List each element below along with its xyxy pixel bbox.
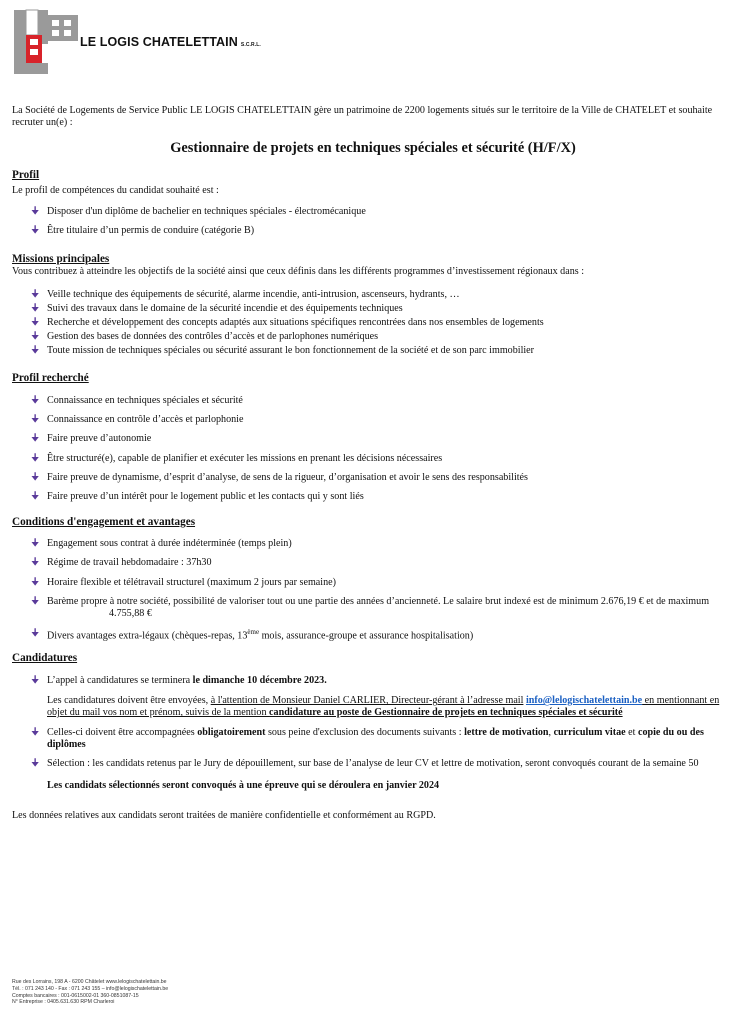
company-name bbox=[80, 35, 261, 49]
rgpd-notice: Les données relatives aux candidats seront traitées de manière confidentielle et conformément au RGPD. bbox=[12, 809, 436, 821]
logo-icon bbox=[12, 8, 80, 76]
job-title: Gestionnaire de projets en techniques spéciales et sécurité (H/F/X) bbox=[170, 139, 576, 156]
section-heading-conditions: Conditions d'engagement et avantages bbox=[12, 515, 196, 528]
list-item: 🠋 Faire preuve d’autonomie bbox=[31, 433, 152, 445]
list-item: 🠋 Suivi des travaux dans le domaine de la sécurité incendie et des équipements techniques bbox=[31, 303, 403, 315]
list-item: 🠋 Disposer d'un diplôme de bachelier en techniques spéciales - électromécanique bbox=[31, 205, 366, 217]
arrow-bullet-icon: 🠋 bbox=[31, 344, 40, 356]
section-heading-missions: Missions principales bbox=[12, 252, 110, 265]
arrow-bullet-icon: 🠋 bbox=[31, 316, 40, 328]
section-heading-profil-recherche: Profil recherché bbox=[12, 372, 89, 385]
arrow-bullet-icon: 🠋 bbox=[31, 557, 40, 569]
conditions-list bbox=[12, 538, 734, 642]
footer-contact: Tél. : 071 243 140 - Fax : 071 243 155 – info@lelogischatelettain.be bbox=[12, 985, 169, 992]
list-item: 🠋 Faire preuve d’un intérêt pour le logement public et les contacts qui y sont liés bbox=[31, 491, 364, 503]
candidatures-list bbox=[12, 675, 734, 687]
profil-intro: Le profil de compétences du candidat souhaité est : bbox=[12, 184, 219, 196]
arrow-bullet-icon: 🠋 bbox=[31, 205, 40, 217]
selection-note: Les candidats sélectionnés seront convoqués à une épreuve qui se déroulera en janvier 2024 bbox=[47, 779, 440, 791]
candidatures-list-2 bbox=[12, 727, 734, 771]
footer-address: Rue des Lorrains, 198 A - 6200 Châtelet www.lelogischatelettain.be bbox=[12, 979, 167, 985]
arrow-bullet-icon: 🠋 bbox=[31, 538, 40, 550]
job-offer-body bbox=[12, 105, 734, 822]
arrow-bullet-icon: 🠋 bbox=[31, 674, 40, 686]
list-item: 🠋 Recherche et développement des concepts adaptés aux situations spécifiques rencontrées dans nos ensembles de logements bbox=[31, 316, 544, 328]
arrow-bullet-icon: 🠋 bbox=[31, 433, 40, 445]
list-item: 🠋 Connaissance en contrôle d’accès et parlophonie bbox=[31, 414, 244, 426]
arrow-bullet-icon: 🠋 bbox=[31, 472, 40, 484]
list-item: 🠋 L’appel à candidatures se terminera le dimanche 10 décembre 2023. bbox=[31, 674, 327, 686]
profil-recherche-list bbox=[12, 395, 734, 504]
section-heading-candidatures: Candidatures bbox=[12, 652, 78, 665]
arrow-bullet-icon: 🠋 bbox=[31, 303, 40, 315]
profil-list bbox=[12, 206, 734, 238]
list-item: 🠋 Horaire flexible et télétravail structurel (maximum 2 jours par semaine) bbox=[31, 576, 336, 588]
list-item: 🠋 Régime de travail hebdomadaire : 37h30 bbox=[31, 557, 212, 569]
arrow-bullet-icon: 🠋 bbox=[31, 758, 40, 770]
arrow-bullet-icon: 🠋 bbox=[31, 726, 40, 738]
list-item: 🠋 Barème propre à notre société, possibilité de valoriser tout ou une partie des années d’ancienneté. Le salaire brut indexé est de minimum 2.676,19 € et de maximum4.755,88 € bbox=[31, 596, 710, 620]
arrow-bullet-icon: 🠋 bbox=[31, 596, 40, 608]
list-item: 🠋 Celles-ci doivent être accompagnées obligatoirement sous peine d'exclusion des documents suivants : lettre de motivation, curriculum vitae et copie du ou des diplômes bbox=[31, 726, 704, 751]
send-instructions: Les candidatures doivent être envoyées, à l'attention de Monsieur Daniel CARLIER, Directeur-gérant à l’adresse mail info@lelogischatelettain.be en mentionnant en objet du mail vos nom et prénom, suivis de la mention candidature au poste de Gestionnaire de projets en techniques spéciales et sécurité bbox=[47, 695, 720, 719]
missions-intro: Vous contribuez à atteindre les objectifs de la société ainsi que ceux définis dans les différents programmes d’investissement régionaux dans : bbox=[12, 266, 585, 277]
arrow-bullet-icon: 🠋 bbox=[31, 330, 40, 342]
arrow-bullet-icon: 🠋 bbox=[31, 627, 40, 639]
list-item: 🠋 Faire preuve de dynamisme, d’esprit d’analyse, de sens de la rigueur, d’organisation et avoir le sens des responsabilités bbox=[31, 472, 528, 484]
intro-paragraph: La Société de Logements de Service Public LE LOGIS CHATELETTAIN gère un patrimoine de 2200 logements situés sur le territoire de la Ville de CHATELET et souhaite recruter un(e) : bbox=[12, 105, 713, 129]
footer-bank: Comptes bancaires : 001-0615002-01 360-0851087-15 bbox=[12, 992, 139, 999]
list-item: 🠋 Connaissance en techniques spéciales et sécurité bbox=[31, 394, 243, 406]
arrow-bullet-icon: 🠋 bbox=[31, 452, 40, 464]
list-item: 🠋 Veille technique des équipements de sécurité, alarme incendie, anti-intrusion, ascenseurs, hydrants, … bbox=[31, 289, 460, 301]
arrow-bullet-icon: 🠋 bbox=[31, 225, 40, 237]
company-legal-form: S.C.R.L. bbox=[240, 42, 261, 48]
arrow-bullet-icon: 🠋 bbox=[31, 394, 40, 406]
company-name-text: LE LOGIS CHATELETTAIN bbox=[80, 35, 238, 49]
arrow-bullet-icon: 🠋 bbox=[31, 289, 40, 301]
list-item: 🠋 Toute mission de techniques spéciales ou sécurité assurant le bon fonctionnement de la société et de son parc immobilier bbox=[31, 344, 535, 356]
arrow-bullet-icon: 🠋 bbox=[31, 576, 40, 588]
list-item: 🠋 Être titulaire d’un permis de conduire (catégorie B) bbox=[31, 225, 255, 237]
list-item: 🠋 Divers avantages extra-légaux (chèques-repas, 13ème mois, assurance-groupe et assurance hospitalisation) bbox=[31, 627, 474, 642]
email-link[interactable]: info@lelogischatelettain.be bbox=[525, 695, 643, 707]
list-item: 🠋 Sélection : les candidats retenus par le Jury de dépouillement, sur base de l’analyse de leur CV et lettre de motivation, seront convoqués courant de la semaine 50 bbox=[31, 758, 699, 770]
footer bbox=[12, 979, 168, 1006]
arrow-bullet-icon: 🠋 bbox=[31, 491, 40, 503]
arrow-bullet-icon: 🠋 bbox=[31, 414, 40, 426]
footer-company-number: N° Entreprise : 0405.631.630 RPM Charleroi bbox=[12, 999, 115, 1006]
list-item: 🠋 Engagement sous contrat à durée indéterminée (temps plein) bbox=[31, 538, 292, 550]
missions-list bbox=[12, 289, 734, 357]
section-heading-profil: Profil bbox=[12, 169, 40, 182]
list-item: 🠋 Gestion des bases de données des contrôles d’accès et de parlophones numériques bbox=[31, 330, 379, 342]
list-item: 🠋 Être structuré(e), capable de planifier et exécuter les missions en prenant les décisions nécessaires bbox=[31, 452, 443, 464]
